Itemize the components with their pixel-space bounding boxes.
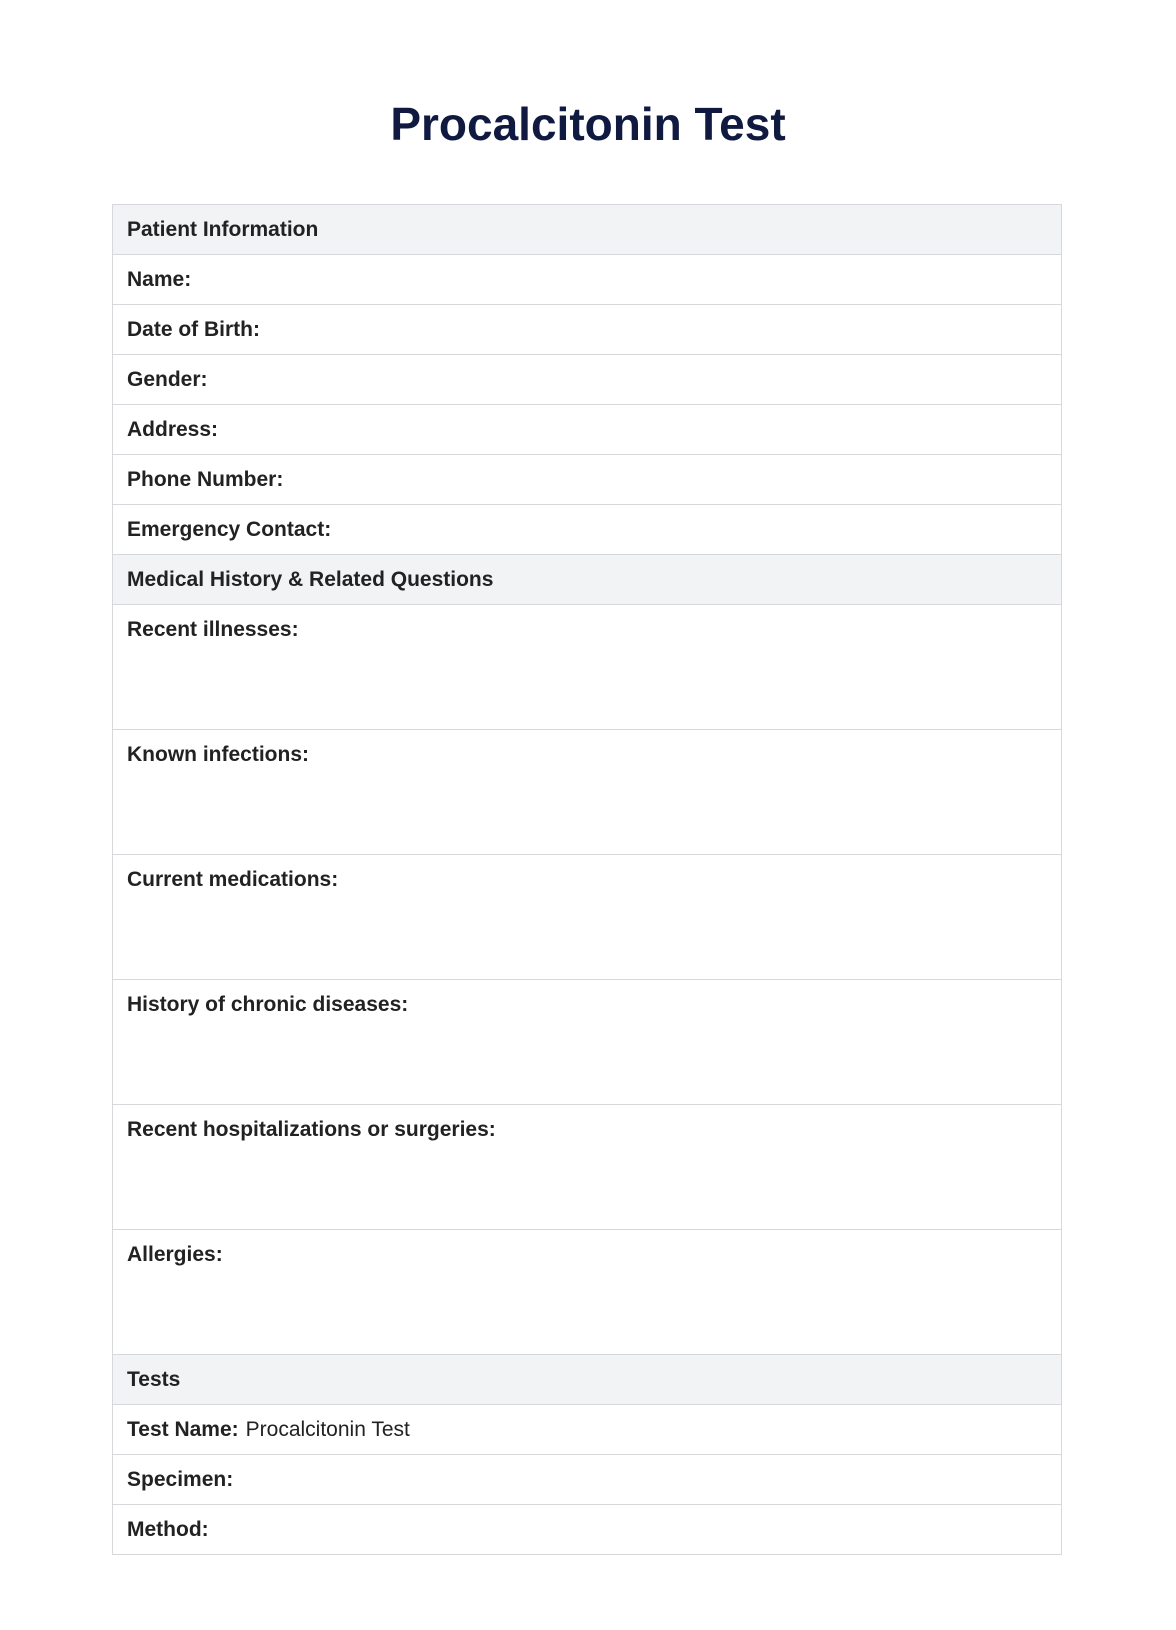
field-hospitalizations-surgeries[interactable] [113,1104,1061,1229]
field-label: History of chronic diseases: [127,993,409,1016]
field-test-name[interactable] [113,1404,1061,1454]
field-label: Specimen: [127,1467,234,1491]
field-value: Procalcitonin Test [245,1417,410,1441]
field-known-infections[interactable] [113,729,1061,854]
section-header-medical-history [113,554,1061,604]
field-label: Gender: [127,367,208,391]
field-label: Method: [127,1517,209,1541]
field-date-of-birth[interactable] [113,304,1061,354]
section-heading: Patient Information [127,217,319,241]
field-address[interactable] [113,404,1061,454]
section-header-patient-information [113,205,1061,254]
field-label: Recent hospitalizations or surgeries: [127,1118,496,1141]
section-heading: Medical History & Related Questions [127,567,494,591]
field-label: Current medications: [127,868,339,891]
field-label: Date of Birth: [127,317,260,341]
field-emergency-contact[interactable] [113,504,1061,554]
field-label: Allergies: [127,1243,223,1266]
field-recent-illnesses[interactable] [113,604,1061,729]
field-label: Address: [127,417,219,441]
field-phone-number[interactable] [113,454,1061,504]
section-heading: Tests [127,1367,181,1391]
field-method[interactable] [113,1504,1061,1554]
page-title: Procalcitonin Test [390,98,786,150]
field-gender[interactable] [113,354,1061,404]
form-table [112,204,1062,1555]
field-specimen[interactable] [113,1454,1061,1504]
field-label: Recent illnesses: [127,618,299,641]
field-label: Phone Number: [127,467,284,491]
field-chronic-diseases[interactable] [113,979,1061,1104]
field-name[interactable] [113,254,1061,304]
field-label: Name: [127,267,192,291]
field-current-medications[interactable] [113,854,1061,979]
field-allergies[interactable] [113,1229,1061,1354]
section-header-tests [113,1354,1061,1404]
field-label: Known infections: [127,743,309,766]
field-label: Test Name: [127,1417,239,1441]
field-label: Emergency Contact: [127,517,332,541]
